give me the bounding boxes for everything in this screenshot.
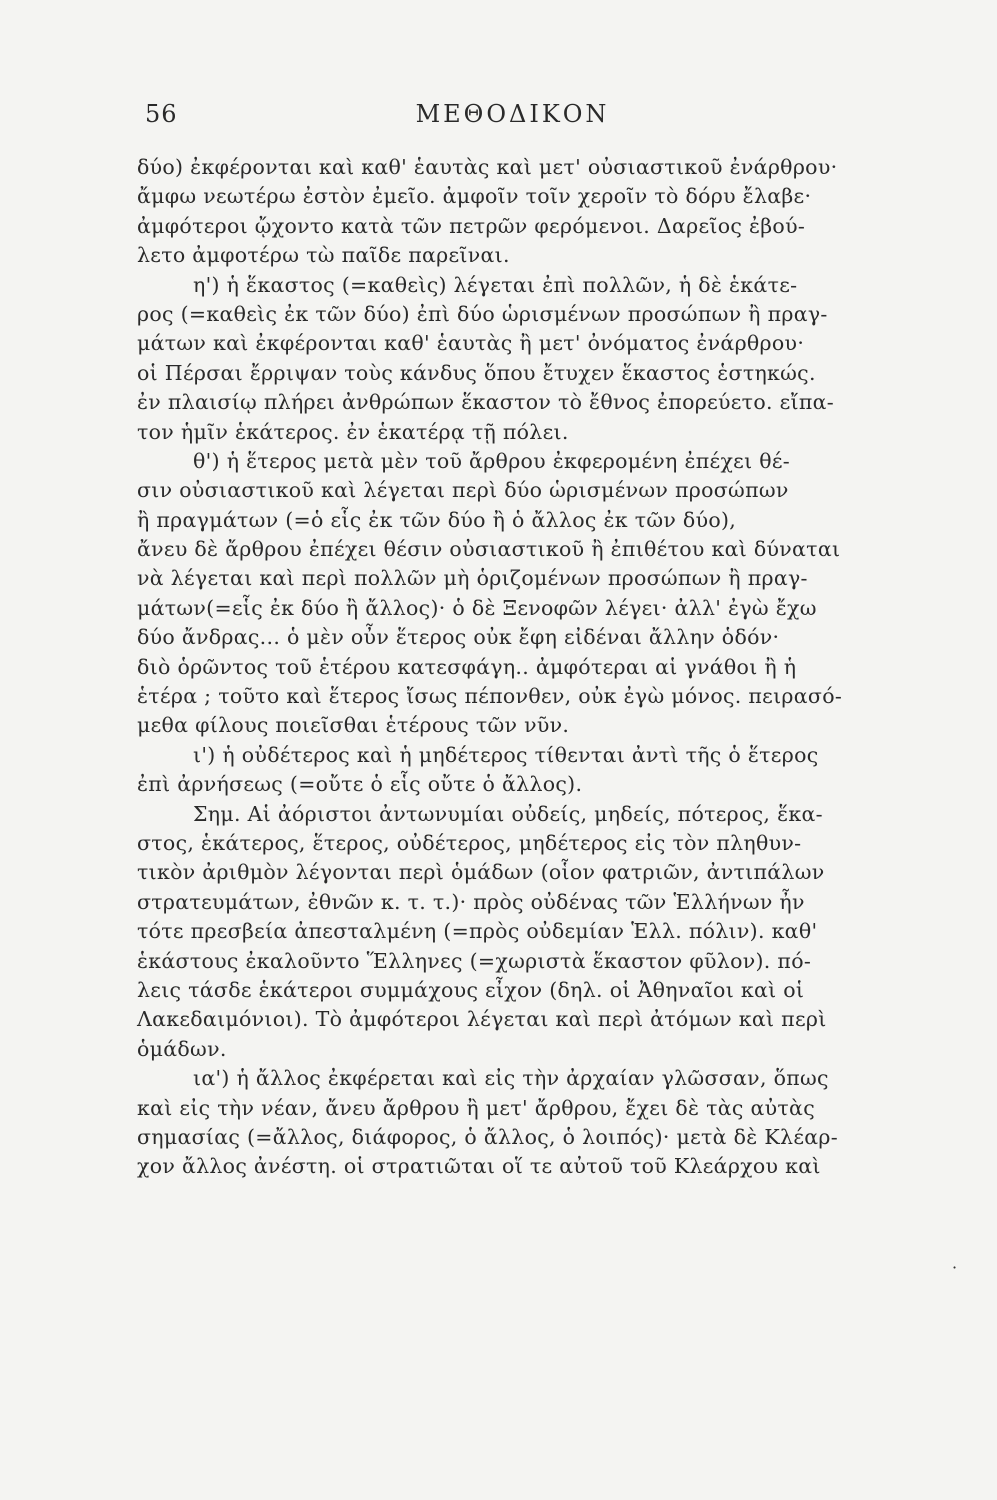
print-speck-mark: ·	[952, 1258, 958, 1277]
text-line: Λακεδαιμόνιοι). Τὸ ἀμφότεροι λέγεται καὶ περὶ ἀτόμων καὶ περὶ	[137, 1007, 827, 1032]
page-body	[137, 153, 885, 1182]
text-line: χον ἄλλος ἀνέστη. οἱ στρατιῶται οἵ τε αὐτοῦ τοῦ Κλεάρχου καὶ	[137, 1154, 821, 1179]
text-line: νὰ λέγεται καὶ περὶ πολλῶν μὴ ὁριζομένων προσώπων ἢ πραγ-	[137, 566, 808, 591]
text-line: καὶ εἰς τὴν νέαν, ἄνευ ἄρθρου ἢ μετ' ἄρθρου, ἔχει δὲ τὰς αὐτὰς	[137, 1095, 815, 1120]
running-title: ΜΕΘΟΔΙΚΟΝ	[415, 100, 610, 128]
text-line: ἑκάστους ἐκαλοῦντο Ἕλληνες (=χωριστὰ ἕκαστον φῦλον). πό-	[137, 948, 812, 973]
text-line: τότε πρεσβεία ἀπεσταλμένη (=πρὸς οὐδεμίαν Ἑλλ. πόλιν). καθ'	[137, 919, 818, 944]
text-line: Σημ. Αἱ ἀόριστοι ἀντωνυμίαι οὐδείς, μηδείς, πότερος, ἕκα-	[193, 801, 823, 826]
text-line: δύο) ἐκφέρονται καὶ καθ' ἑαυτὰς καὶ μετ' οὐσιαστικοῦ ἐνάρθρου·	[137, 155, 838, 179]
text-line: διὸ ὁρῶντος τοῦ ἑτέρου κατεσφάγη.. ἀμφότεραι αἱ γνάθοι ἢ ἡ	[137, 654, 797, 679]
text-line: ἄνευ δὲ ἄρθρου ἐπέχει θέσιν οὐσιαστικοῦ ἢ ἐπιθέτου καὶ δύναται	[137, 537, 841, 562]
text-line: ἐν πλαισίῳ πλήρει ἀνθρώπων ἕκαστον τὸ ἔθνος ἐπορεύετο. εἴπα-	[137, 390, 834, 415]
text-line: τον ἡμῖν ἑκάτερος. ἐν ἑκατέρᾳ τῇ πόλει.	[137, 419, 569, 444]
page-number: 56	[145, 100, 178, 128]
text-line: θ') ἡ ἕτερος μετὰ μὲν τοῦ ἄρθρου ἐκφερομένη ἐπέχει θέ-	[193, 448, 791, 473]
text-line: στος, ἑκάτερος, ἕτερος, οὐδέτερος, μηδέτερος εἰς τὸν πληθυν-	[137, 830, 802, 855]
text-line: δύο ἄνδρας... ὁ μὲν οὖν ἕτερος οὐκ ἔφη εἰδέναι ἄλλην ὁδόν·	[137, 625, 780, 650]
text-line: ἀμφότεροι ᾤχοντο κατὰ τῶν πετρῶν φερόμενοι. Δαρεῖος ἐβού-	[137, 213, 806, 238]
text-line: μάτων(=εἷς ἐκ δύο ἢ ἄλλος)· ὁ δὲ Ξενοφῶν λέγει· ἀλλ' ἐγὼ ἔχω	[137, 595, 817, 620]
text-line: ὁμάδων.	[137, 1036, 227, 1061]
text-line: λετο ἀμφοτέρω τὼ παῖδε παρεῖναι.	[137, 243, 510, 268]
text-line: ια') ἡ ἄλλος ἐκφέρεται καὶ εἰς τὴν ἀρχαίαν γλῶσσαν, ὅπως	[193, 1066, 829, 1091]
text-line: λεις τάσδε ἑκάτεροι συμμάχους εἶχον (δηλ. οἱ Ἀθηναῖοι καὶ οἱ	[137, 977, 805, 1002]
text-line: ἑτέρα ; τοῦτο καὶ ἕτερος ἴσως πέπονθεν, οὐκ ἐγὼ μόνος. πειρασό-	[137, 684, 843, 709]
text-line: στρατευμάτων, ἐθνῶν κ. τ. τ.)· πρὸς οὐδένας τῶν Ἑλλήνων ἦν	[137, 889, 805, 914]
text-line: σημασίας (=ἄλλος, διάφορος, ὁ ἄλλος, ὁ λοιπός)· μετὰ δὲ Κλέαρ-	[137, 1124, 838, 1149]
text-line: μάτων καὶ ἐκφέρονται καθ' ἑαυτὰς ἢ μετ' ὀνόματος ἐνάρθρου·	[137, 331, 805, 356]
text-line: η') ἡ ἕκαστος (=καθεὶς) λέγεται ἐπὶ πολλῶν, ἡ δὲ ἑκάτε-	[193, 272, 798, 297]
text-line: ἢ πραγμάτων (=ὁ εἷς ἐκ τῶν δύο ἢ ὁ ἄλλος ἐκ τῶν δύο),	[137, 507, 737, 532]
text-line: τικὸν ἀριθμὸν λέγονται περὶ ὁμάδων (οἷον φατριῶν, ἀντιπάλων	[137, 860, 825, 885]
text-line: οἱ Πέρσαι ἔρριψαν τοὺς κάνδυς ὅπου ἔτυχεν ἕκαστος ἑστηκώς.	[137, 360, 816, 385]
text-line: ἄμφω νεωτέρω ἐστὸν ἐμεῖο. ἀμφοῖν τοῖν χεροῖν τὸ δόρυ ἔλαβε·	[137, 184, 812, 209]
text-line: σιν οὐσιαστικοῦ καὶ λέγεται περὶ δύο ὡρισμένων προσώπων	[137, 478, 789, 503]
text-line: ρος (=καθεὶς ἐκ τῶν δύο) ἐπὶ δύο ὡρισμένων προσώπων ἢ πραγ-	[137, 301, 828, 326]
text-line: μεθα φίλους ποιεῖσθαι ἑτέρους τῶν νῦν.	[137, 713, 570, 738]
page-header	[145, 100, 880, 136]
text-line: ι') ἡ οὐδέτερος καὶ ἡ μηδέτερος τίθενται ἀντὶ τῆς ὁ ἕτερος	[193, 742, 819, 767]
text-line: ἐπὶ ἀρνήσεως (=οὔτε ὁ εἷς οὔτε ὁ ἄλλος).	[137, 772, 583, 797]
